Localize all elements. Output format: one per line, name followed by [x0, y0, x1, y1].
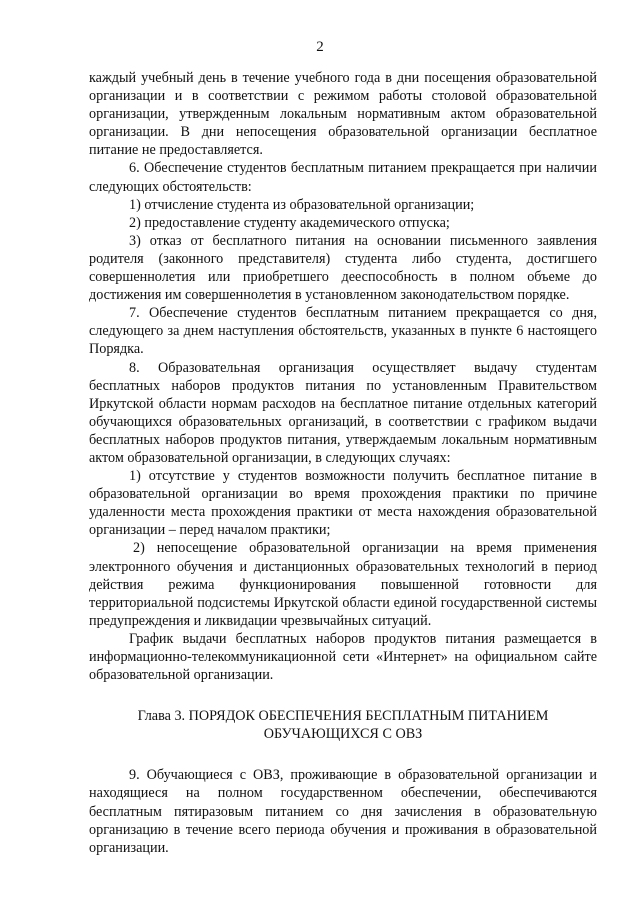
paragraph-item-6-1: 1) отчисление студента из образовательной организации; [129, 196, 475, 213]
paragraph-item-8-1: 1) отсутствие у студентов возможности получить бесплатное питание в образовательной организации во время прохождения практики по причине удаленности места прохождения практики от места нахождения образовательной организации – перед началом практики; [89, 468, 597, 539]
paragraph-item-6-2: 2) предоставление студенту академического отпуска; [129, 214, 450, 231]
chapter-heading [89, 707, 597, 743]
paragraph-item-7: 7. Обеспечение студентов бесплатным питанием прекращается со дня, следующего за днем наступления обстоятельств, указанных в пункте 6 настоящего Порядка. [89, 305, 597, 358]
paragraph-item-9: 9. Обучающиеся с ОВЗ, проживающие в образовательной организации и находящиеся на полном государственном обеспечении, обеспечиваются бесплатным пятиразовым питанием со дня зачисления в образовательную организацию в течение всего периода обучения и проживания в образовательной организации. [89, 767, 597, 856]
paragraph-item-6-3: 3) отказ от бесплатного питания на основании письменного заявления родителя (законного представителя) студента либо студента, достигшего совершеннолетия или приобретшего дееспособность в полном объеме до достижения им совершеннолетия в установленном законодательством порядке. [89, 232, 597, 304]
chapter-heading-line-2: ОБУЧАЮЩИХСЯ С ОВЗ [263, 726, 423, 743]
page-number: 2 [316, 39, 324, 55]
paragraph-item-8: 8. Образовательная организация осуществляет выдачу студентам бесплатных наборов продуктов питания по установленным Правительством Иркутской области нормам расходов на бесплатное питание отдельных категорий обучающихся образовательных организаций, в соответствии с графиком выдачи бесплатных наборов продуктов питания, утверждаемым локальным нормативным актом образовательной организации, в следующих случаях: [89, 359, 597, 466]
paragraph-continued: каждый учебный день в течение учебного года в дни посещения образовательной организации и в соответствии с режимом работы столовой образовательной организации, утвержденным локальным нормативным актом образовательной организации. В дни непосещения образовательной организации бесплатное питание не предоставляется. [89, 70, 597, 159]
document-body [89, 69, 597, 857]
chapter-heading-line-1: Глава 3. ПОРЯДОК ОБЕСПЕЧЕНИЯ БЕСПЛАТНЫМ ПИТАНИЕМ [137, 708, 549, 725]
paragraph-schedule: График выдачи бесплатных наборов продуктов питания размещается в информационно-телекоммуникационной сети «Интернет» на официальном сайте образовательной организации. [89, 630, 597, 684]
paragraph-item-8-2: 2) непосещение образовательной организации на время применения электронного обучения и дистанционных образовательных технологий в период действия режима функционирования повышенной готовности для территориальной подсистемы Иркутской области единой государственной системы предупреждения и ликвидации чрезвычайных ситуаций. [89, 540, 597, 629]
paragraph-item-6: 6. Обеспечение студентов бесплатным питанием прекращается при наличии следующих обстоятельств: [89, 160, 597, 195]
